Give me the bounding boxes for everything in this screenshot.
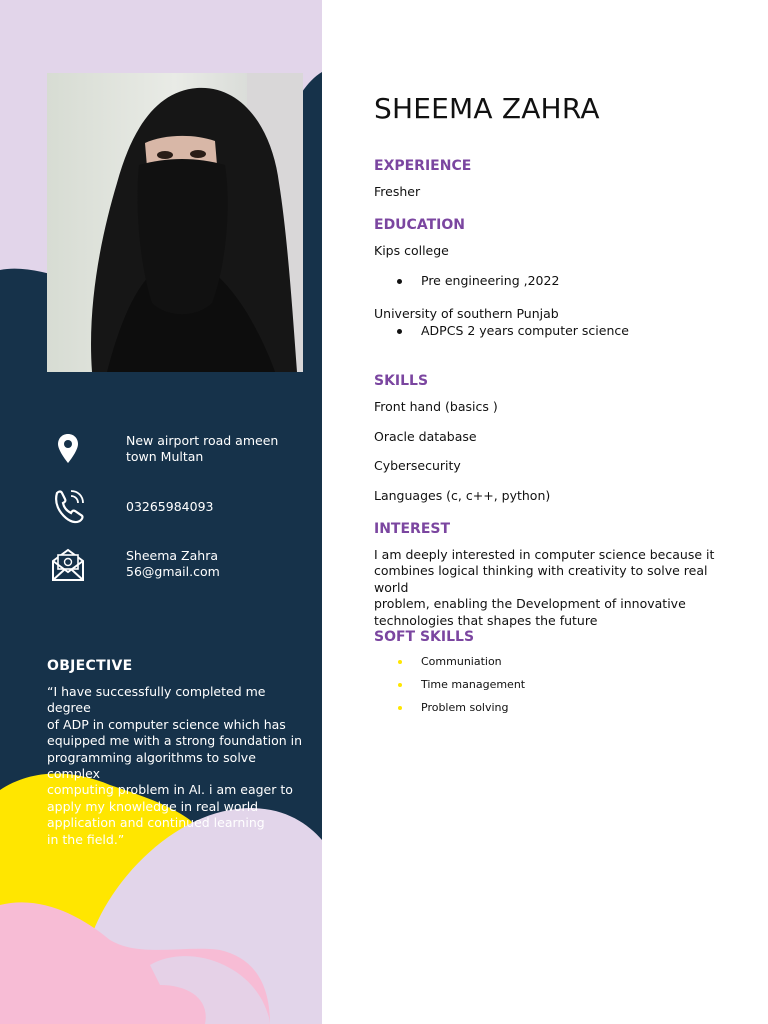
bullet-icon — [398, 660, 402, 664]
interest-line: combines logical thinking with creativity to solve real world — [374, 563, 708, 595]
address-line1: New airport road ameen — [126, 433, 279, 448]
objective-line: apply my knowledge in real world — [47, 798, 259, 814]
email-text — [126, 548, 296, 580]
skills-heading: SKILLS — [374, 373, 429, 389]
phone-icon — [50, 488, 86, 524]
objective-line: of ADP in computer science which has — [47, 716, 286, 732]
soft-skill-item: Communiation — [421, 655, 502, 668]
phone-text: 03265984093 — [126, 499, 214, 514]
bullet-icon — [397, 329, 402, 334]
education-item: Pre engineering ,2022 — [421, 273, 560, 288]
education-school: University of southern Punjab — [374, 306, 559, 321]
education-heading: EDUCATION — [374, 217, 465, 233]
objective-text — [47, 684, 303, 848]
objective-line: “I have successfully completed me degree — [47, 684, 266, 716]
skill-item: Cybersecurity — [374, 458, 461, 473]
soft-skill-item: Problem solving — [421, 701, 509, 714]
experience-heading: EXPERIENCE — [374, 158, 472, 174]
sidebar — [0, 0, 322, 1024]
candidate-name: SHEEMA ZAHRA — [374, 92, 600, 125]
skill-item: Languages (c, c++, python) — [374, 488, 551, 503]
interest-line: problem, enabling the Development of innovative — [374, 596, 686, 612]
soft-skills-heading: SOFT SKILLS — [374, 629, 475, 645]
address-text — [126, 433, 296, 465]
interest-text — [374, 547, 734, 629]
interest-heading: INTEREST — [374, 521, 451, 537]
address-line2: town Multan — [126, 449, 204, 464]
skill-item: Oracle database — [374, 429, 477, 444]
bullet-icon — [397, 279, 402, 284]
objective-line: in the field.” — [47, 831, 125, 847]
objective-heading: OBJECTIVE — [47, 658, 133, 674]
email-line1: Sheema Zahra — [126, 548, 218, 563]
email-line2: 56@gmail.com — [126, 564, 220, 579]
objective-line: equipped me with a strong foundation in — [47, 733, 303, 749]
map-pin-icon — [50, 430, 86, 466]
soft-skill-item: Time management — [421, 678, 526, 691]
experience-value: Fresher — [374, 184, 421, 199]
education-school: Kips college — [374, 243, 449, 258]
objective-line: computing problem in AI. i am eager to — [47, 782, 293, 798]
objective-line: application and continued learning — [47, 815, 265, 831]
profile-photo — [47, 73, 303, 372]
skill-item: Front hand (basics ) — [374, 399, 498, 414]
bullet-icon — [398, 683, 402, 687]
objective-line: programming algorithms to solve complex — [47, 749, 256, 782]
email-icon — [50, 546, 86, 582]
education-item: ADPCS 2 years computer science — [421, 323, 629, 338]
interest-line: technologies that shapes the future — [374, 612, 598, 628]
bullet-icon — [398, 706, 402, 710]
interest-line: I am deeply interested in computer science because it — [374, 547, 715, 562]
